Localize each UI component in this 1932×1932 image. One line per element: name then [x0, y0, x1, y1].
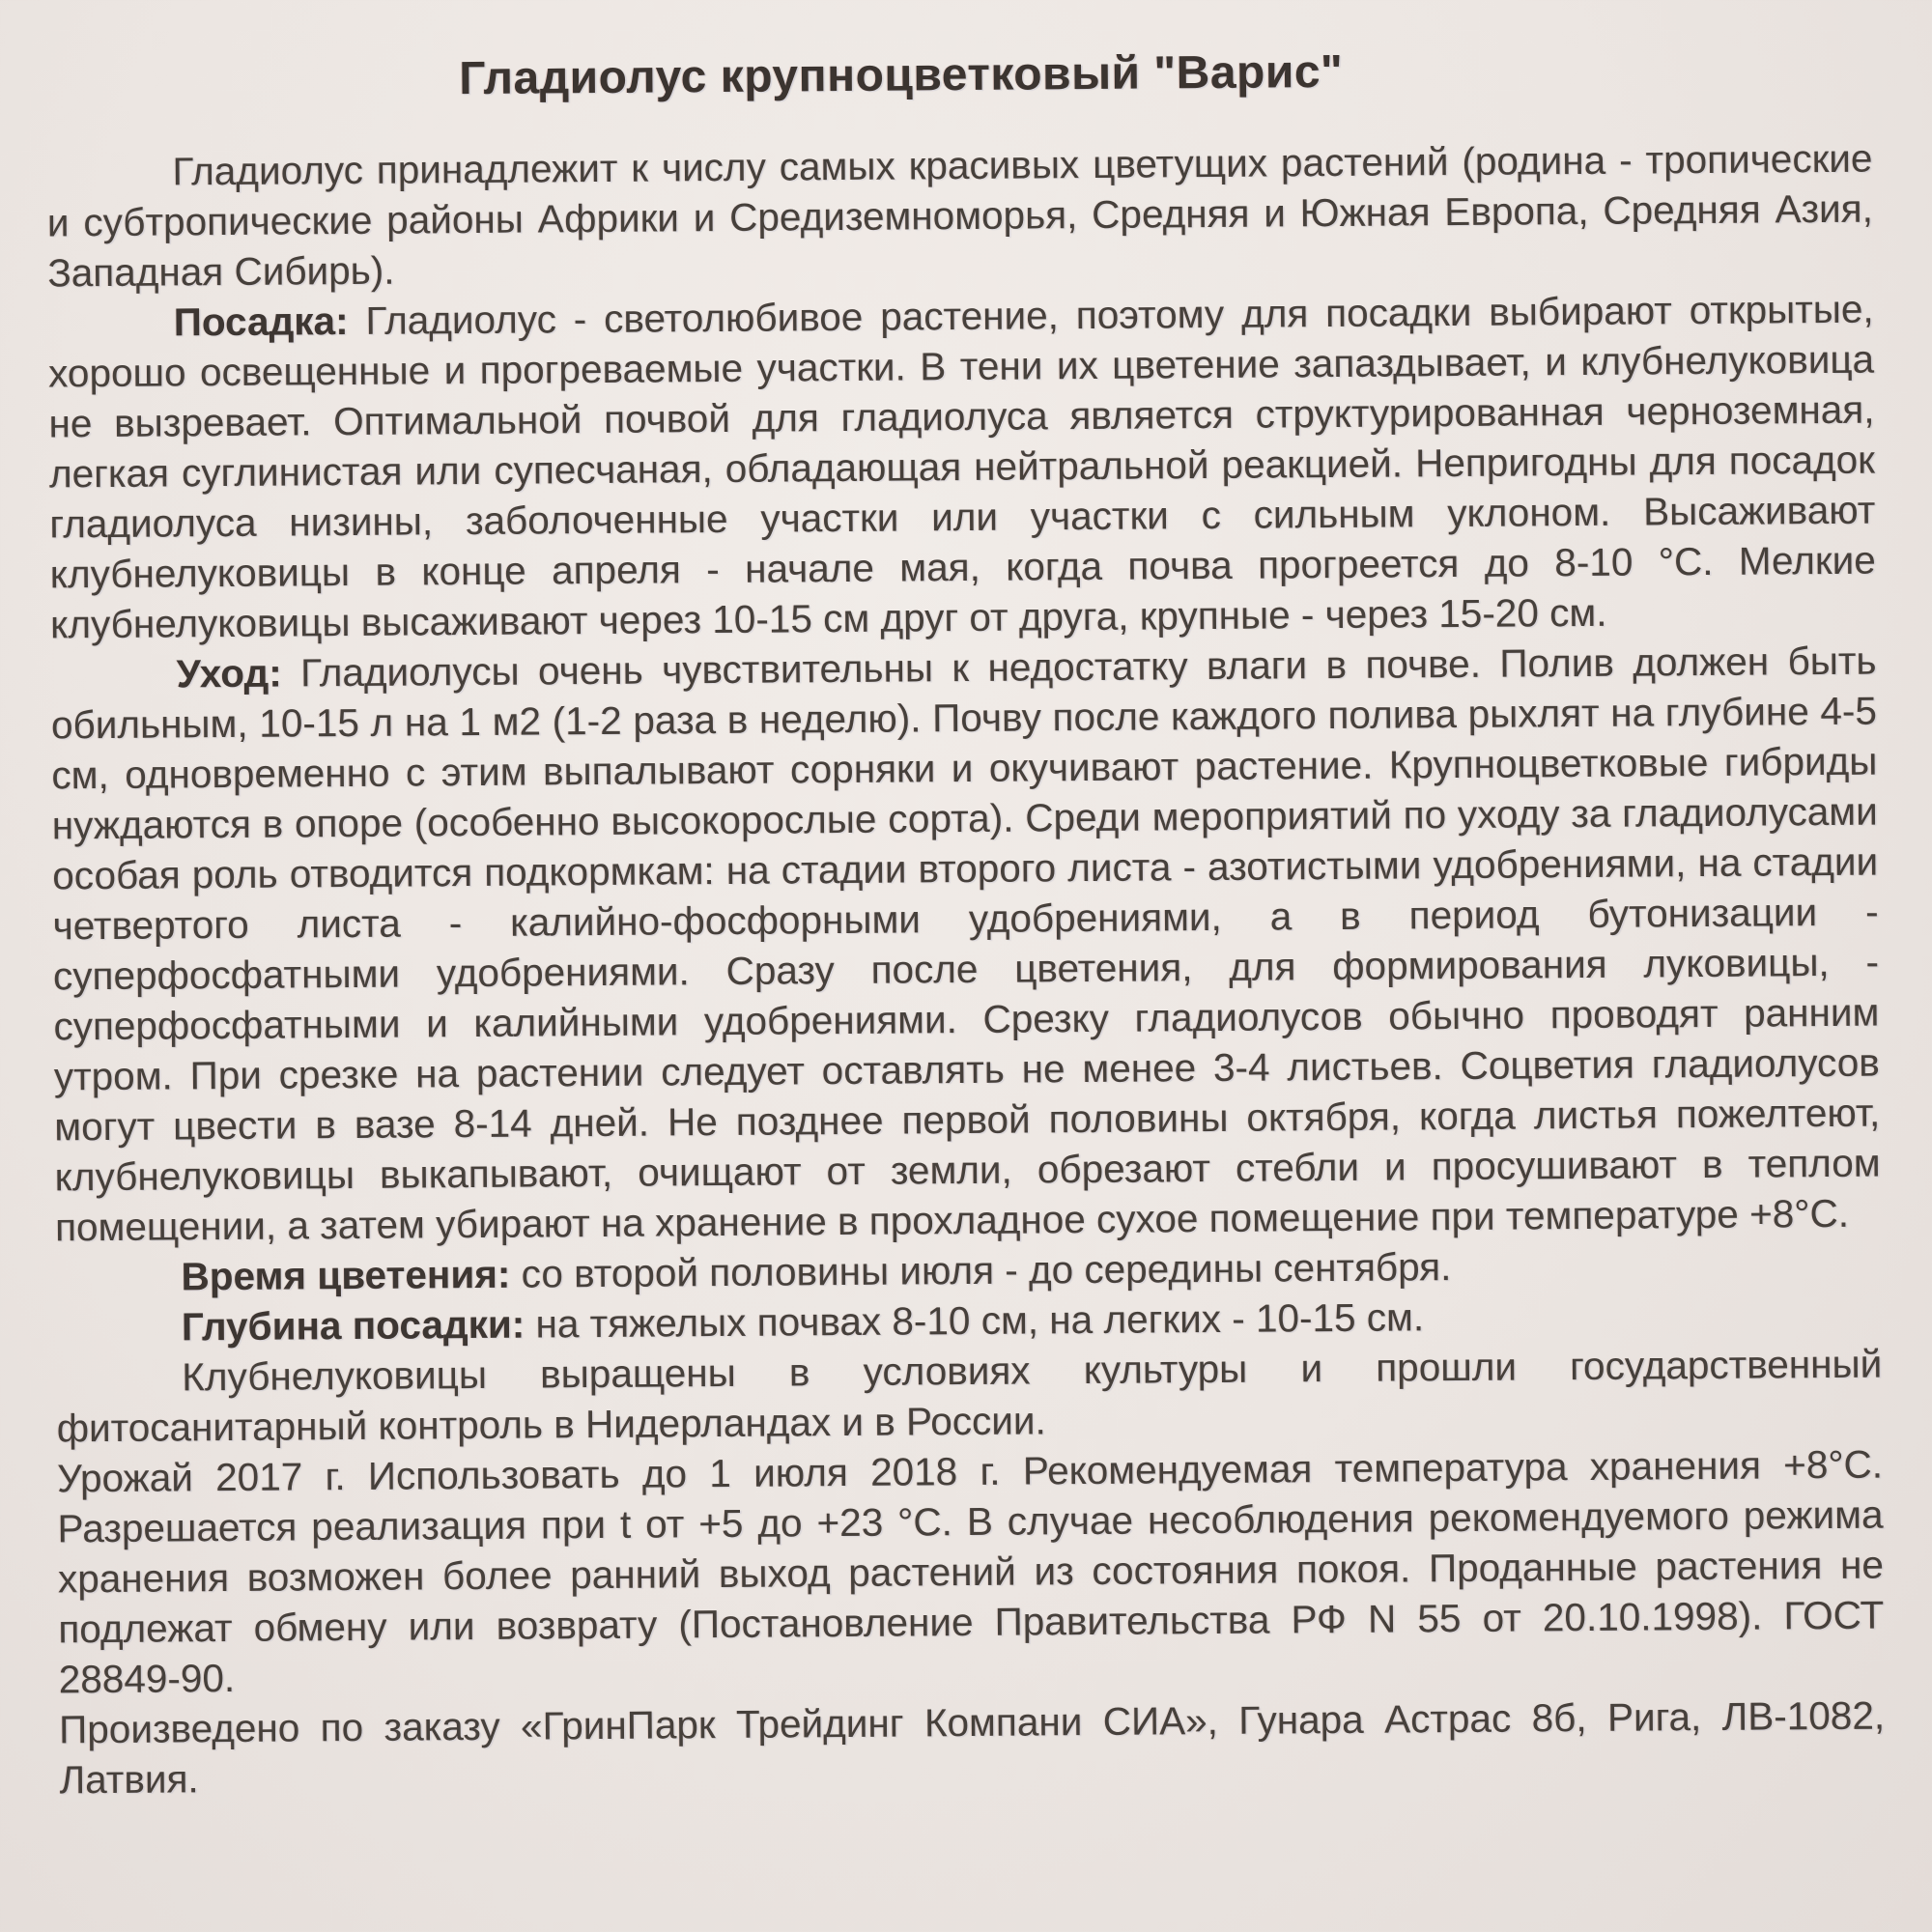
paragraph-lead: Время цветения: [181, 1251, 511, 1299]
paragraph: Урожай 2017 г. Использовать до 1 июля 2018 г. Рекомендуемая температура хранения +8°С. Разрешается реализация при t от +5 до +23 °С. В случае несоблюдения рекомендуемого режима хранения возможен более ранний выход растений из состояния покоя. Проданные растения не подлежат обмену или возврату (Постановление Правительства РФ N 55 от 20.10.1998). ГОСТ 28849-90. [56, 1441, 1885, 1702]
paragraph-lead: Уход: [176, 650, 282, 696]
paragraph: Клубнелуковицы выращены в условиях культуры и прошли государственный фитосанитарный контроль в Нидерландах и в России. [56, 1341, 1883, 1451]
page-title: Гладиолус крупноцветковый "Варис" [459, 45, 1344, 105]
paragraph: Уход: Гладиолусы очень чувствительны к недостатку влаги в почве. Полив должен быть обильным, 10-15 л на 1 м2 (1-2 раза в неделю). Почву после каждого полива рыхлят на глубине 4-5 см, одновременно с этим выпалывают сорняки и окучивают растение. Крупноцветковые гибриды нуждаются в опоре (особенно высокорослые сорта). Среди мероприятий по уходу за гладиолусами особая роль отводится подкормкам: на стадии второго листа - азотистыми удобрениями, на стадии четвертого листа - калийно-фосфорными удобрениями, а в период бутонизации - суперфосфатными удобрениями. Сразу после цветения, для формирования луковицы, - суперфосфатными и калийными удобрениями. Срезку гладиолусов обычно проводят ранним утром. При срезке на растении следует оставлять не менее 3-4 листьев. Соцветия гладиолусов могут цвести в вазе 8-14 дней. Не позднее первой половины октября, когда листья пожелтеют, клубнелуковицы выкапывают, очищают от земли, обрезают стебли и просушивают в теплом помещении, а затем убирают на хранение в прохладное сухое помещение при температуре +8°С. [50, 638, 1881, 1250]
paragraph: Посадка: Гладиолус - светолюбивое растение, поэтому для посадки выбирают открытые, хорошо освещенные и прогреваемые участки. В тени их цветение запаздывает, и клубнелуковица не вызревает. Оптимальной почвой для гладиолуса является структурированная черноземная, легкая суглинистая или супесчаная, обладающая нейтральной реакцией. Непригодны для посадок гладиолуса низины, заболоченные участки или участки с сильным уклоном. Высаживают клубнелуковицы в конце апреля - начале мая, когда почва прогреется до 8-10 °С. Мелкие клубнелуковицы высаживают через 10-15 см друг от друга, крупные - через 15-20 см. [47, 286, 1876, 647]
paragraph-lead: Посадка: [173, 298, 349, 345]
paragraph: Произведено по заказу «ГринПарк Трейдинг Компани СИА», Гунара Астрас 8б, Рига, ЛВ-1082, Латвия. [58, 1692, 1886, 1803]
paragraph: Гладиолус принадлежит к числу самых красивых цветущих растений (родина - тропические и субтропические районы Африки и Средиземноморья, Средняя и Южная Европа, Средняя Азия, Западная Сибирь). [46, 135, 1874, 296]
paragraph: Глубина посадки: на тяжелых почвах 8-10 см, на легких - 10-15 см. [181, 1294, 1425, 1350]
paragraph-lead: Глубина посадки: [181, 1301, 526, 1350]
paragraph: Время цветения: со второй половины июля - до середины сентября. [181, 1244, 1452, 1299]
body-text [46, 133, 1885, 1805]
